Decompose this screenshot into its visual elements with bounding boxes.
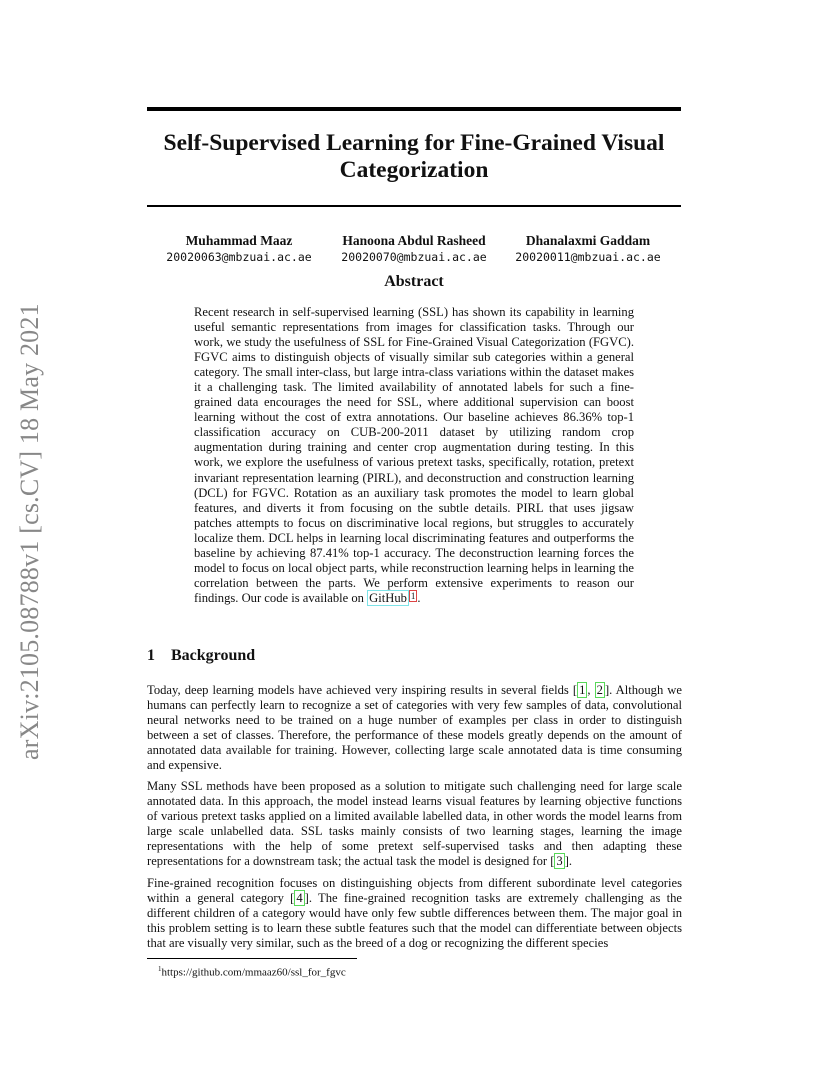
footnote-url[interactable]: https://github.com/mmaaz60/ssl_for_fgvc [161, 966, 346, 979]
abstract-period: . [417, 590, 421, 605]
paragraph-text: , [587, 683, 595, 697]
paragraph-1 [147, 683, 682, 773]
author-email: 20020011@mbzuai.ac.ae [515, 250, 661, 264]
paragraph-text: Today, deep learning models have achieved very inspiring results in several fields [ [147, 683, 578, 697]
abstract-body [194, 305, 634, 606]
citation-link[interactable]: 2 [596, 683, 603, 697]
footnote-mark: 1 [158, 965, 162, 973]
paper-title [147, 130, 681, 184]
paragraph-text: ]. Although we humans can perfectly learn to recognize a set of categories with very few samples of data, convolutional neural networks need to be trained on a huge number of examples per class in order to distinguish between a set of classes. Therefore, the performance of these models greatly depends on the amount of annotated data available for training. However, collecting large scale annotated data is time consuming and expensive. [147, 683, 682, 773]
author-name: Dhanalaxmi Gaddam [525, 233, 651, 248]
author-email: 20020070@mbzuai.ac.ae [341, 250, 487, 264]
footnote-ref-link[interactable]: 1 [410, 590, 416, 601]
paragraph-text: ]. [564, 854, 573, 869]
title-bottom-rule [147, 205, 681, 207]
section-number: 1 [147, 647, 155, 664]
paragraph-text: Many SSL methods have been proposed as a solution to mitigate such challenging need for large scale annotated data. In this approach, the model instead learns visual features by learning objective functions of various pretext tasks applied on a limited available labelled data, in other words the model learns from large scale unlabelled data. SSL tasks mainly consists of two learning stages, learning the image representations with the help of some pretext self-supervised tasks and then adapting these representations for a downstream task; the actual task the model is designed for [ [147, 779, 682, 869]
arxiv-side-label: arXiv:2105.08788v1 [cs.CV] 18 May 2021 [15, 303, 44, 760]
section-title: Background [171, 647, 256, 664]
citation-link[interactable]: 4 [296, 891, 303, 906]
footnote-rule [147, 958, 357, 959]
author-block [147, 233, 681, 273]
paragraph-text: Fine-grained recognition focuses on distinguishing objects from different subordinate level categories within a general category [ [147, 876, 682, 906]
section-heading [147, 647, 255, 665]
author-2 [334, 233, 494, 265]
github-link[interactable]: GitHub [369, 590, 407, 605]
author-1 [164, 233, 314, 265]
author-name: Muhammad Maaz [185, 233, 293, 248]
abstract-heading: Abstract [384, 273, 444, 290]
author-name: Hanoona Abdul Rasheed [342, 233, 486, 248]
citation-link[interactable]: 1 [579, 683, 586, 697]
title-top-rule [147, 107, 681, 111]
abstract-text: Recent research in self-supervised learning (SSL) has shown its capability in learning useful semantic representations from images for classification tasks. Through our work, we study the usefulness of SSL for Fine-Grained Visual Categorization (FGVC). FGVC aims to distinguish objects of visually similar sub categories within a general category. The small inter-class, but large intra-class variations within the dataset makes it a challenging task. The limited availability of annotated labels for such a fine-grained data encourages the need for SSL, where additional supervision can boost learning without the cost of extra annotations. Our baseline achieves 86.36% top-1 classification accuracy on CUB-200-2011 dataset by utilizing random crop augmentation during training and center crop augmentation during testing. In this work, we explore the usefulness of various pretext tasks, specifically, rotation, pretext invariant representation learning (PIRL), and deconstruction and construction learning (DCL) for FGVC. Rotation as an auxiliary task promotes the model to learn global features, and diverts it from focusing on the subtle details. PIRL that uses jigsaw patches attempts to focus on discriminative local regions, but struggles to accurately localize them. DCL helps in learning local discriminating features and outperforms the baseline by achieving 87.41% top-1 accuracy. The deconstruction learning forces the model to focus on local object parts, while reconstruction learning helps in learning the correlation between the parts. We perform extensive experiments to reason our findings. Our code is available on [194, 305, 634, 605]
citation-link[interactable]: 3 [556, 854, 563, 869]
footnote [158, 963, 346, 980]
author-email: 20020063@mbzuai.ac.ae [166, 250, 312, 264]
paragraph-2 [147, 779, 682, 869]
title-line-1: Self-Supervised Learning for Fine-Grained Visual [163, 130, 665, 156]
paragraph-text: ]. The fine-grained recognition tasks are extremely challenging as the different children of a category would have only few subtle differences between them. The major goal in this problem setting is to learn these subtle features such that the model can differentiate between objects that are visually very similar, such as the breed of a dog or recognizing the different species [147, 891, 682, 951]
paragraph-3 [147, 876, 682, 951]
title-line-2: Categorization [339, 157, 489, 183]
author-3 [513, 233, 663, 265]
